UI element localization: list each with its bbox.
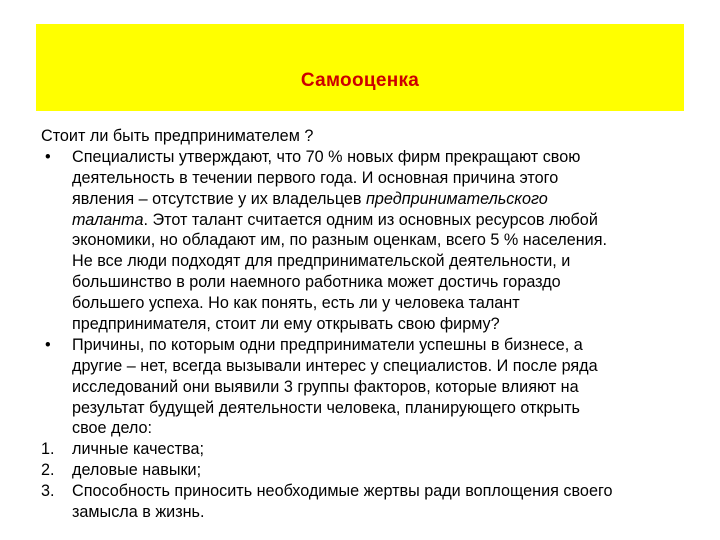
text-line: Не все люди подходят для предпринимательской деятельности, и [72,252,571,271]
text-line: большего успеха. Но как понять, есть ли у человека талант [72,294,520,313]
title-band [36,24,684,111]
text-line: большинство в роли наемного работника может достичь гораздо [72,273,561,292]
numbered-item-1 [41,439,691,460]
text-line: экономики, но обладают им, по разным оценкам, всего 5 % населения. [72,231,607,250]
text-span: явления – отсутствие у их владельцев [72,189,367,208]
text-line: другие – нет, всегда вызывали интерес у специалистов. И после ряда [72,356,598,375]
text-line: Способность приносить необходимые жертвы ради воплощения своего [72,482,613,501]
italic-term: предпринимательского [366,189,548,208]
bullet-icon: • [45,147,51,166]
numbered-item-3 [41,481,691,523]
text-line: деловые навыки; [72,461,202,480]
text-line: исследований они выявили 3 группы факторов, которые влияют на [72,377,579,396]
text-line: Причины, по которым одни предприниматели успешны в бизнесе, а [72,335,583,354]
text-line: деятельность в течении первого года. И основная причина этого [72,168,559,187]
numbered-item-2 [41,460,691,481]
text-line: замысла в жизнь. [72,503,205,522]
bullet-item-2 [41,335,691,439]
question-line: Стоит ли быть предпринимателем ? [41,127,314,145]
text-line: результат будущей деятельности человека, планирующего открыть [72,398,580,417]
text-line: личные качества; [72,440,204,459]
text-line [72,189,691,210]
list-number: 1. [41,440,55,459]
slide-body [41,126,691,523]
text-line: свое дело: [72,419,153,438]
list-number: 2. [41,461,55,480]
text-span: . Этот талант считается одним из основных ресурсов любой [143,210,598,229]
bullet-item-1 [41,147,691,335]
list-number: 3. [41,482,55,501]
bullet-icon: • [45,335,51,354]
text-line [72,210,691,231]
text-line: Специалисты утверждают, что 70 % новых фирм прекращают свою [72,147,581,166]
text-line: предпринимателя, стоит ли ему открывать свою фирму? [72,315,500,334]
italic-term: таланта [72,210,144,229]
slide-title: Самооценка [300,70,420,91]
